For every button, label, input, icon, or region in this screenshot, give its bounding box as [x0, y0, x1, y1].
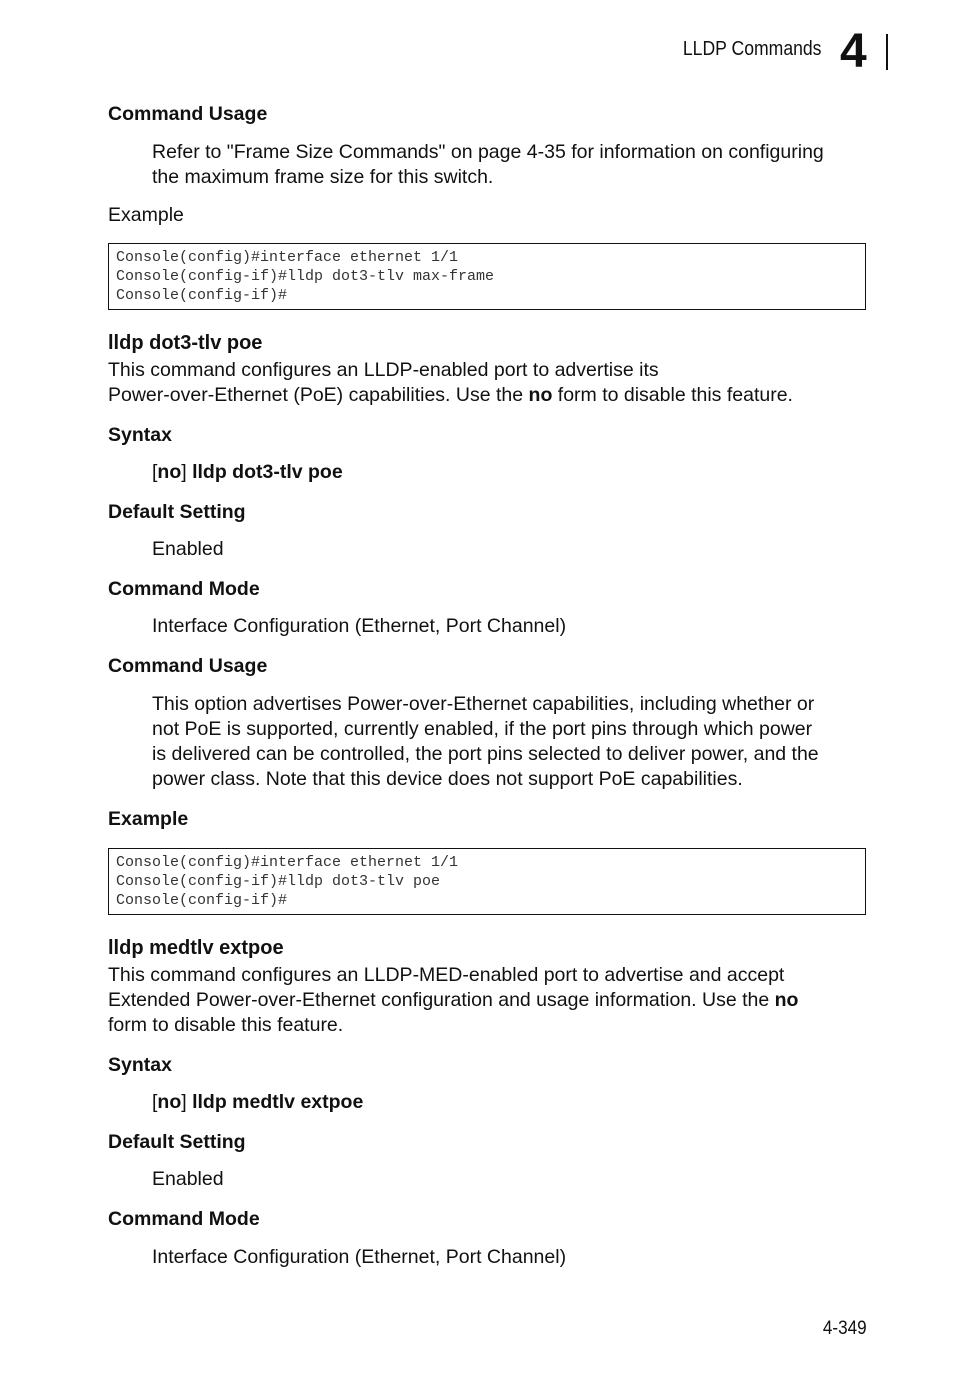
page-number: 4-349 — [823, 1318, 867, 1339]
paragraph-line: This command configures an LLDP-enabled port to advertise its — [108, 359, 659, 381]
keyword-no: no — [157, 461, 182, 483]
code-line: Console(config-if)# — [116, 892, 288, 909]
section-heading-command-mode: Command Mode — [108, 578, 260, 600]
mode-value: Interface Configuration (Ethernet, Port Channel) — [152, 615, 567, 637]
default-value: Enabled — [152, 538, 224, 560]
text-run: Extended Power-over-Ethernet configuration and usage information. Use the — [108, 989, 775, 1011]
command-keyword: lldp dot3-tlv poe — [192, 461, 343, 483]
bracket: ] — [181, 1091, 193, 1113]
section-heading-example: Example — [108, 808, 189, 830]
code-line: Console(config)#interface ethernet 1/1 — [116, 249, 459, 266]
keyword-no: no — [157, 1091, 182, 1113]
section-heading-default-setting: Default Setting — [108, 1131, 246, 1153]
paragraph-line — [108, 383, 793, 408]
command-keyword: lldp medtlv extpoe — [192, 1091, 364, 1113]
paragraph-line: form to disable this feature. — [108, 1014, 344, 1036]
default-value: Enabled — [152, 1168, 224, 1190]
command-title: lldp dot3-tlv poe — [108, 332, 263, 354]
paragraph-line: not PoE is supported, currently enabled, if the port pins through which power — [152, 718, 813, 740]
text-run-bold: no — [528, 384, 553, 406]
paragraph-line: This option advertises Power-over-Ethernet capabilities, including whether or — [152, 693, 815, 715]
code-line: Console(config-if)#lldp dot3-tlv poe — [116, 873, 441, 890]
section-heading-command-usage: Command Usage — [108, 103, 268, 125]
section-heading-command-usage: Command Usage — [108, 655, 268, 677]
section-heading-default-setting: Default Setting — [108, 501, 246, 523]
code-line: Console(config-if)#lldp dot3-tlv max-frame — [116, 268, 495, 285]
paragraph-line: power class. Note that this device does not support PoE capabilities. — [152, 768, 743, 790]
section-heading-syntax: Syntax — [108, 424, 172, 446]
paragraph-line: Refer to "Frame Size Commands" on page 4-35 for information on configuring — [152, 141, 824, 163]
bracket: [ — [152, 1091, 158, 1113]
chapter-title: LLDP Commands — [682, 38, 821, 60]
syntax-line — [152, 1090, 363, 1115]
paragraph-line: is delivered can be controlled, the port pins selected to deliver power, and the — [152, 743, 819, 765]
code-block — [108, 243, 866, 310]
bracket: [ — [152, 461, 158, 483]
bracket: ] — [181, 461, 193, 483]
example-label: Example — [108, 204, 184, 226]
syntax-line — [152, 460, 343, 485]
text-run: form to disable this feature. — [552, 384, 793, 406]
code-line: Console(config)#interface ethernet 1/1 — [116, 854, 459, 871]
command-title: lldp medtlv extpoe — [108, 937, 284, 959]
paragraph-line: This command configures an LLDP-MED-enabled port to advertise and accept — [108, 964, 785, 986]
paragraph-line: the maximum frame size for this switch. — [152, 166, 494, 188]
section-heading-syntax: Syntax — [108, 1054, 172, 1076]
code-block — [108, 848, 866, 915]
chapter-divider — [886, 34, 888, 70]
text-run: Power-over-Ethernet (PoE) capabilities. Use the — [108, 384, 529, 406]
mode-value: Interface Configuration (Ethernet, Port Channel) — [152, 1246, 567, 1268]
paragraph-line — [108, 988, 798, 1013]
chapter-number: 4 — [840, 25, 867, 78]
section-heading-command-mode: Command Mode — [108, 1208, 260, 1230]
text-run-bold: no — [774, 989, 799, 1011]
code-line: Console(config-if)# — [116, 287, 288, 304]
